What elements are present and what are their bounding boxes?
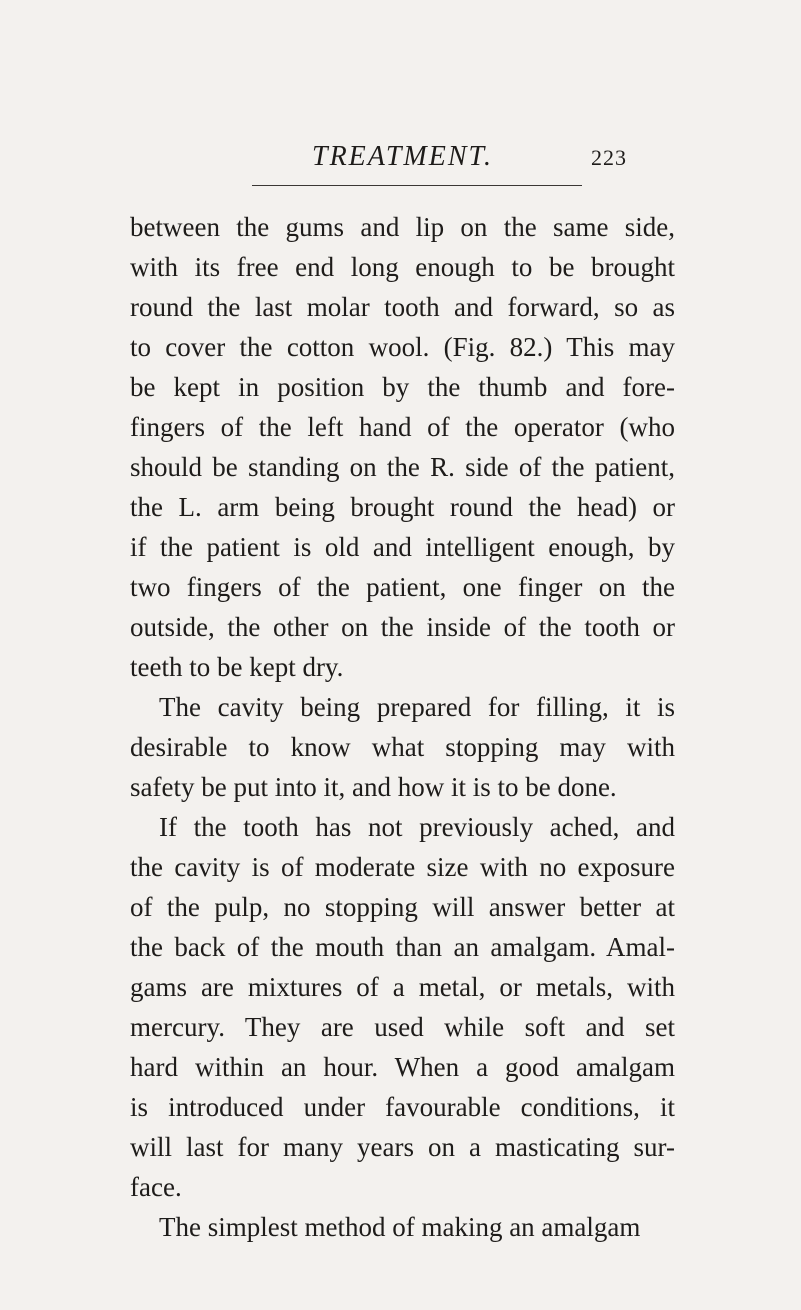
text-line: be kept in position by the thumb and fore- <box>130 372 675 402</box>
text-line: with its free end long enough to be brought <box>130 252 675 282</box>
text-line: The simplest method of making an amalgam <box>159 1212 641 1242</box>
running-head-title: TREATMENT. <box>312 141 494 172</box>
text-line: to cover the cotton wool. (Fig. 82.) This may <box>130 332 675 362</box>
text-line: is introduced under favourable conditions, it <box>130 1092 675 1122</box>
text-line: teeth to be kept dry. <box>130 652 344 682</box>
text-line: the L. arm being brought round the head) or <box>130 492 675 522</box>
text-line: gams are mixtures of a metal, or metals, with <box>130 972 675 1002</box>
text-line: desirable to know what stopping may with <box>130 732 675 762</box>
text-line: fingers of the left hand of the operator (who <box>130 412 675 442</box>
text-line: two fingers of the patient, one finger on the <box>130 572 675 602</box>
text-line: of the pulp, no stopping will answer better at <box>130 892 675 922</box>
text-line: If the tooth has not previously ached, and <box>159 812 675 842</box>
text-line: hard within an hour. When a good amalgam <box>130 1052 675 1082</box>
text-line: safety be put into it, and how it is to be done. <box>130 772 617 802</box>
text-line: between the gums and lip on the same side, <box>130 212 675 242</box>
text-line: the back of the mouth than an amalgam. Amal- <box>130 932 675 962</box>
header-rule <box>252 185 582 186</box>
text-line: if the patient is old and intelligent enough, by <box>130 532 675 562</box>
text-line: should be standing on the R. side of the patient, <box>130 452 675 482</box>
text-line: face. <box>130 1172 182 1202</box>
text-line: The cavity being prepared for filling, it is <box>159 692 675 722</box>
text-line: outside, the other on the inside of the tooth or <box>130 612 675 642</box>
text-line: the cavity is of moderate size with no exposure <box>130 852 675 882</box>
text-line: will last for many years on a masticating sur- <box>130 1132 675 1162</box>
text-line: round the last molar tooth and forward, so as <box>130 292 675 322</box>
page-number: 223 <box>591 145 627 170</box>
text-line: mercury. They are used while soft and set <box>130 1012 675 1042</box>
